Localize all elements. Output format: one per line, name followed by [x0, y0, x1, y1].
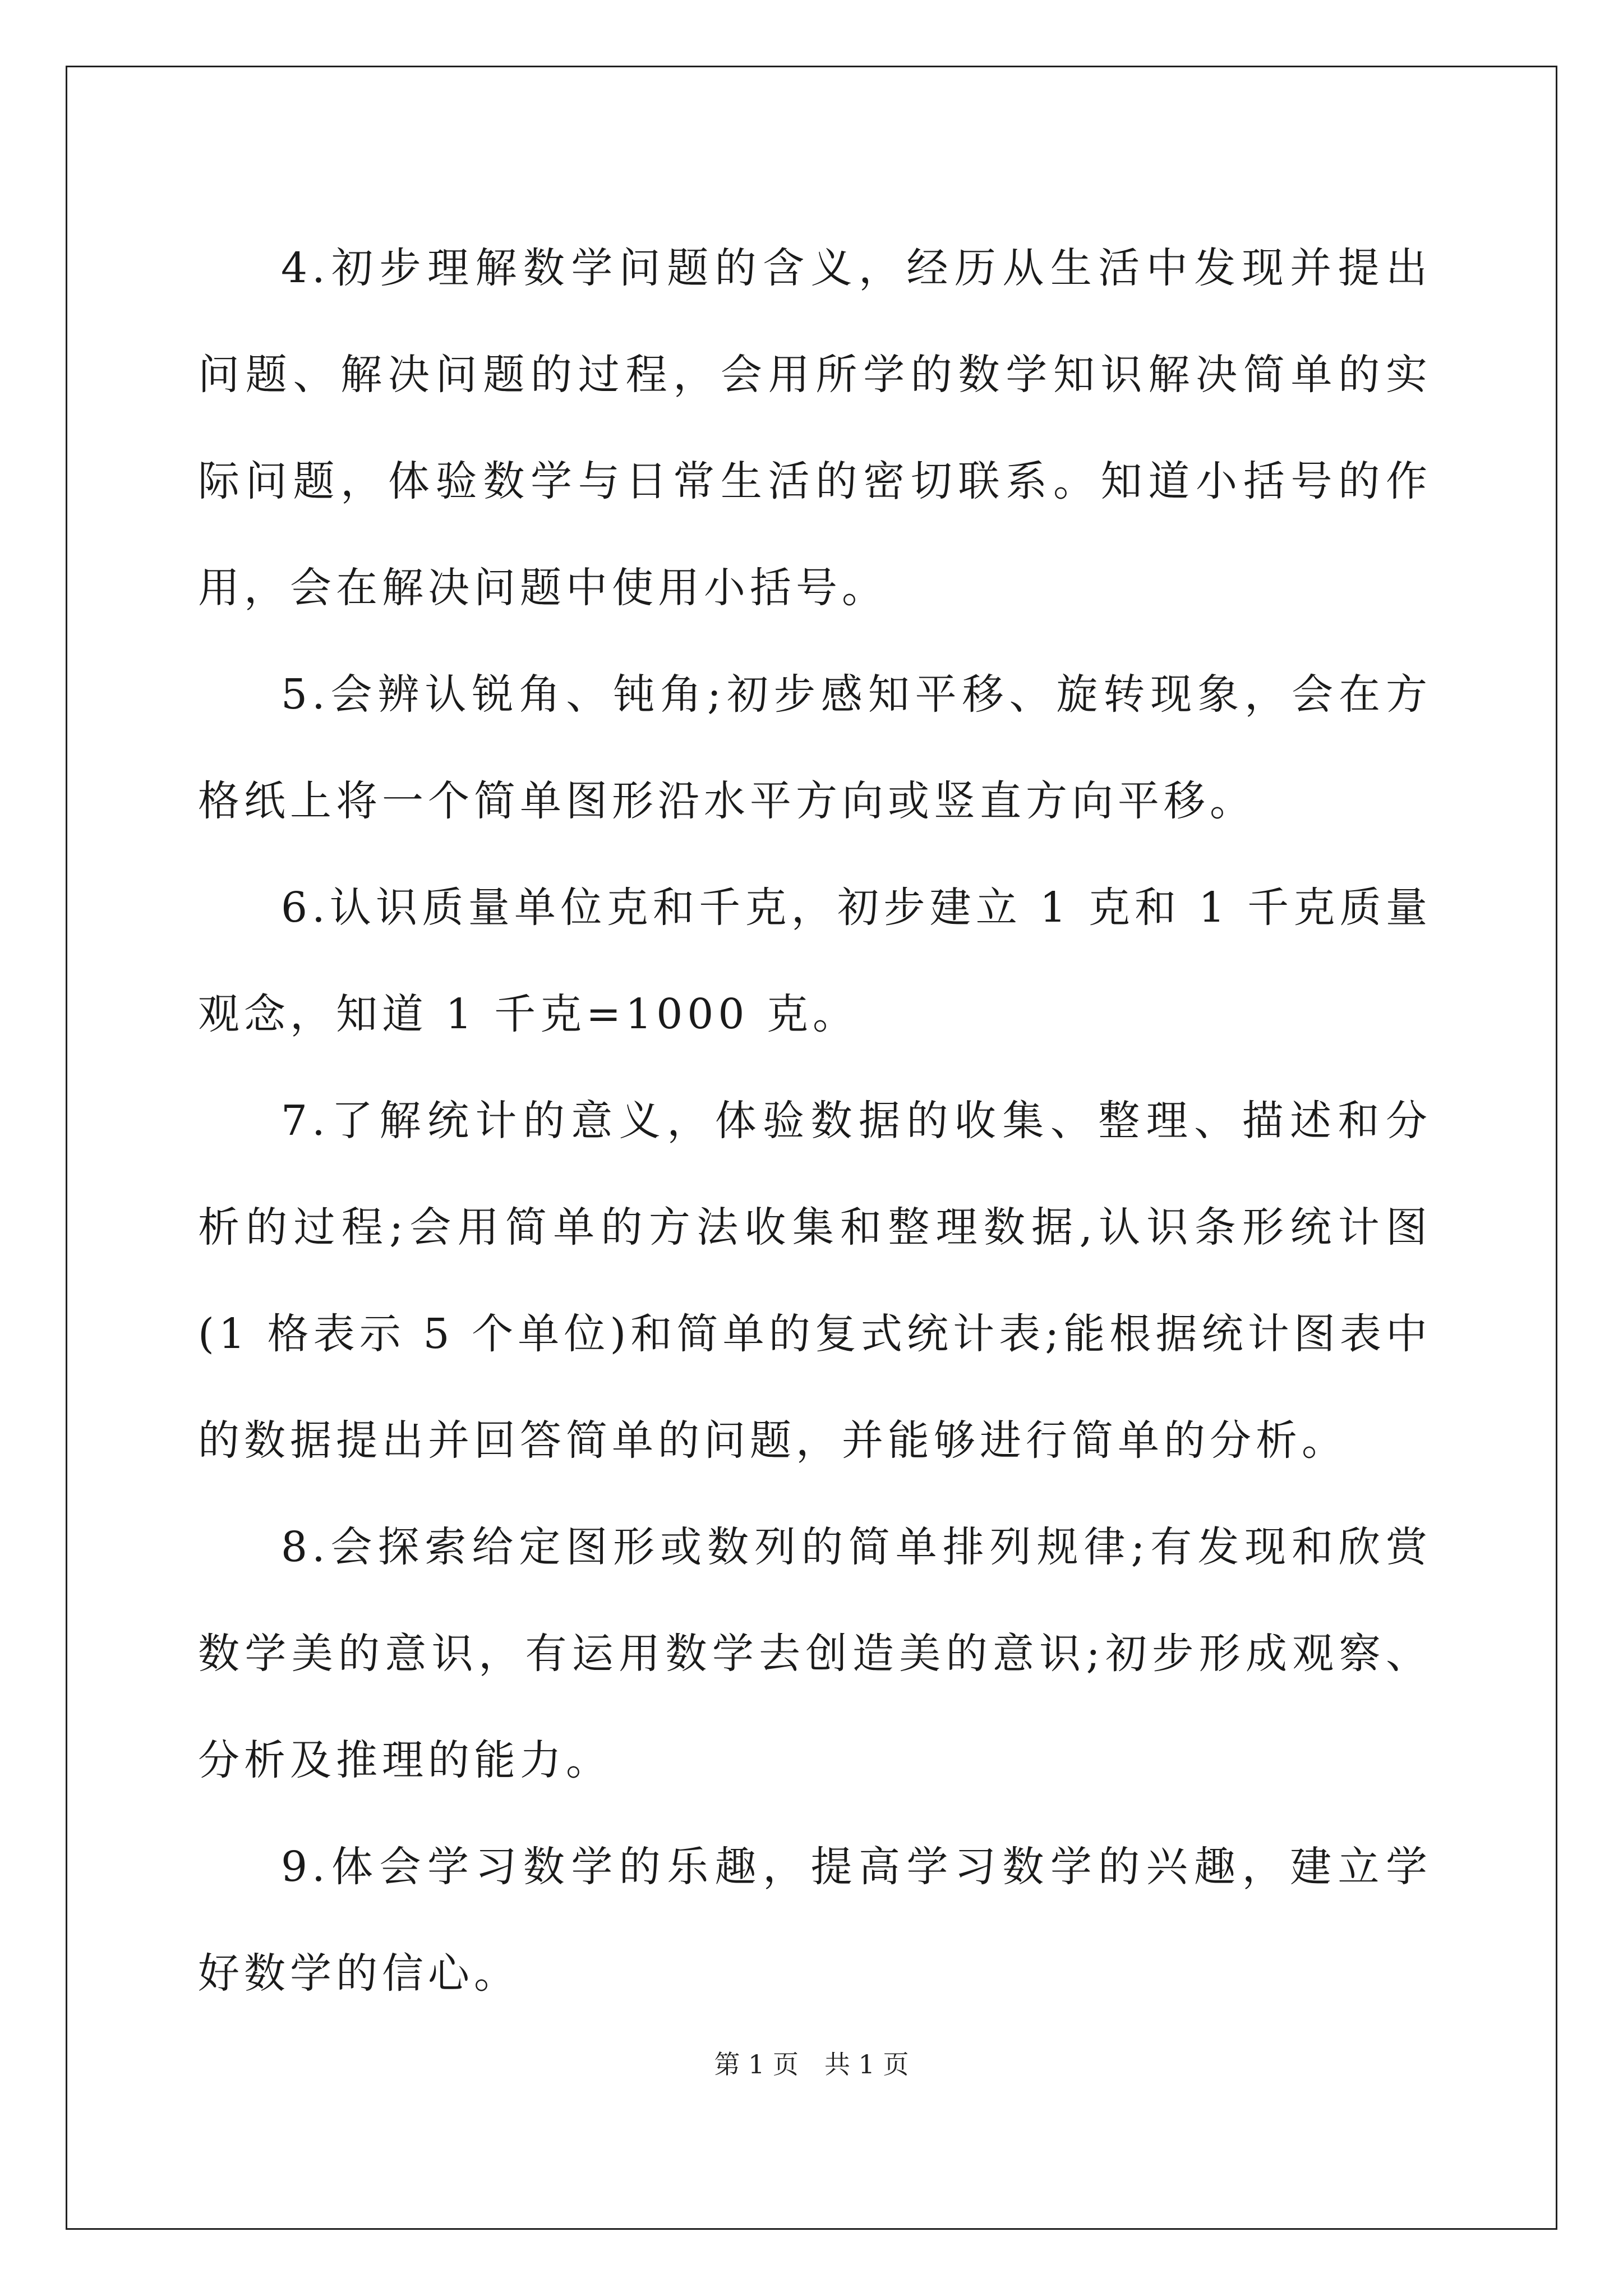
paragraph-item-6: 6.认识质量单位克和千克，初步建立 1 克和 1 千克质量观念，知道 1 千克=1000 克。	[198, 884, 1432, 1038]
paragraph-item-8: 8.会探索给定图形或数列的简单排列规律;有发现和欣赏数学美的意识，有运用数学去创造美的意识;初步形成观察、分析及推理的能力。	[198, 1523, 1432, 1784]
paragraph-item-9: 9.体会学习数学的乐趣，提高学习数学的兴趣，建立学好数学的信心。	[198, 1843, 1432, 1998]
page-number-footer: 第 1 页 共 1 页	[714, 2049, 909, 2079]
document-body	[198, 215, 1432, 2027]
paragraph-item-4: 4.初步理解数学问题的含义，经历从生活中发现并提出问题、解决问题的过程，会用所学的数学知识解决简单的实际问题，体验数学与日常生活的密切联系。知道小括号的作用，会在解决问题中使用小括号。	[198, 244, 1432, 612]
paragraph-item-5: 5.会辨认锐角、钝角;初步感知平移、旋转现象，会在方格纸上将一个简单图形沿水平方向或竖直方向平移。	[198, 670, 1432, 825]
paragraph-item-7: 7.了解统计的意义，体验数据的收集、整理、描述和分析的过程;会用简单的方法收集和整理数据,认识条形统计图(1 格表示 5 个单位)和简单的复式统计表;能根据统计图表中的数据提出并回答简单的问题，并能够进行简单的分析。	[198, 1097, 1432, 1465]
